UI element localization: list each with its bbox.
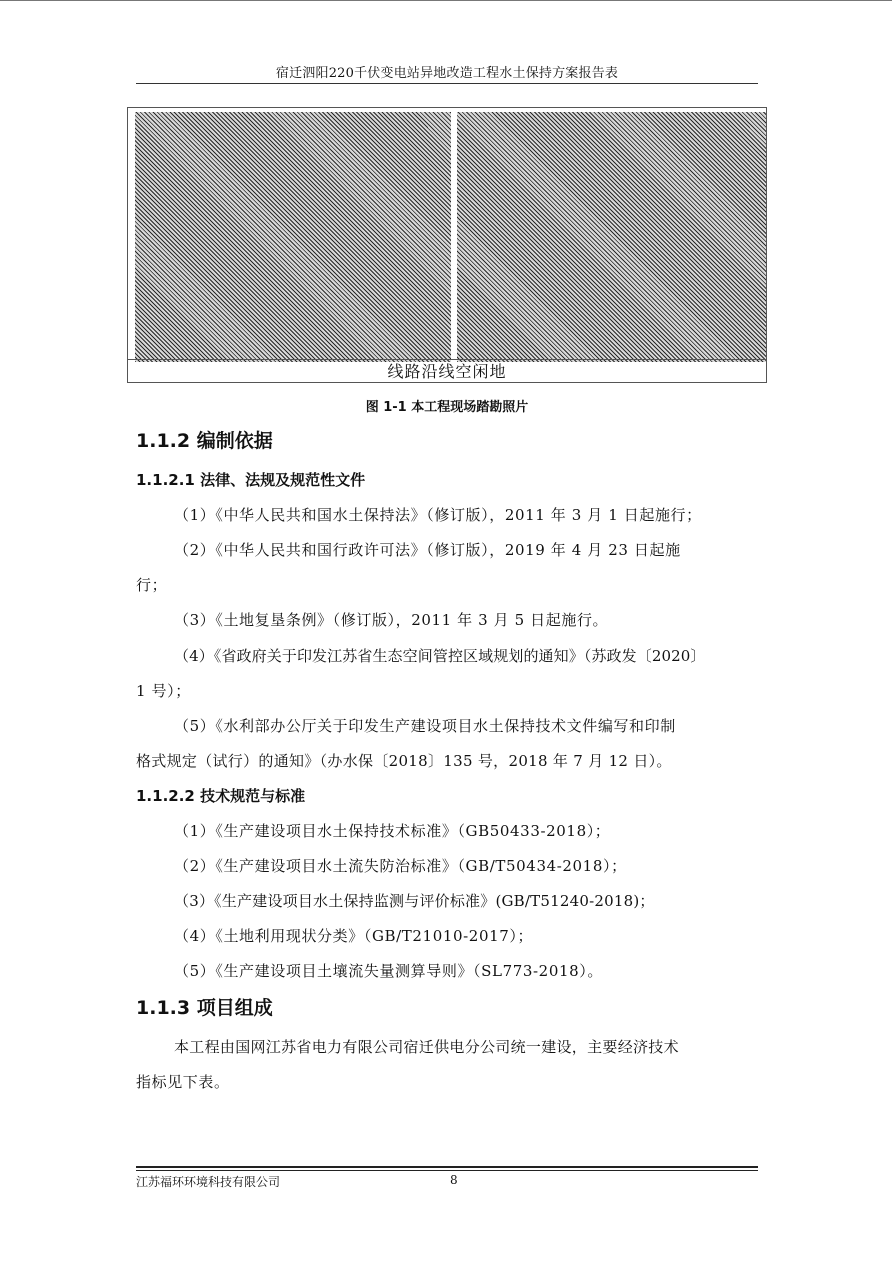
footer-rule (136, 1170, 758, 1171)
page-number: 8 (450, 1173, 458, 1187)
section-heading-1-1-3: 1.1.3 项目组成 (136, 997, 273, 1019)
law-item: （2）《中华人民共和国行政许可法》（修订版），2019 年 4 月 23 日起施 (174, 541, 681, 559)
standard-item: （3）《生产建设项目水土保持监测与评价标准》(GB/T51240-2018)； (174, 892, 655, 910)
law-item: （5）《水利部办公厅关于印发生产建设项目水土保持技术文件编写和印制 (174, 717, 676, 735)
standard-item: （2）《生产建设项目水土流失防治标准》（GB/T50434-2018）； (174, 857, 627, 875)
section-heading-1-1-2: 1.1.2 编制依据 (136, 430, 273, 452)
section-heading-1-1-2-1: 1.1.2.1 法律、法规及规范性文件 (136, 471, 366, 489)
law-item: （4）《省政府关于印发江苏省生态空间管控区域规划的通知》（苏政发〔2020〕 (174, 647, 706, 665)
site-photo-right (457, 112, 766, 362)
site-photo-left (135, 112, 451, 362)
body-paragraph-line: 指标见下表。 (136, 1073, 230, 1091)
law-item-continuation: 行； (136, 576, 168, 594)
law-item-continuation: 格式规定（试行）的通知》（办水保〔2018〕135 号，2018 年 7 月 12 日）。 (136, 752, 672, 770)
standard-item: （5）《生产建设项目土壤流失量测算导则》（SL773-2018）。 (174, 962, 603, 980)
standard-item: （1）《生产建设项目水土保持技术标准》（GB50433-2018）； (174, 822, 611, 840)
body-paragraph-line: 本工程由国网江苏省电力有限公司宿迁供电分公司统一建设，主要经济技术 (174, 1038, 679, 1056)
footer-company: 江苏福环环境科技有限公司 (136, 1175, 281, 1189)
standard-item: （4）《土地利用现状分类》（GB/T21010-2017）； (174, 927, 534, 945)
law-item: （1）《中华人民共和国水土保持法》（修订版），2011 年 3 月 1 日起施行； (174, 506, 702, 524)
photo-caption: 线路沿线空闲地 (387, 362, 507, 381)
law-item: （3）《土地复垦条例》（修订版），2011 年 3 月 5 日起施行。 (174, 611, 609, 629)
photo-caption-divider (128, 359, 766, 360)
page-header-title: 宿迁泗阳220千伏变电站异地改造工程水土保持方案报告表 (275, 66, 619, 81)
law-item-continuation: 1 号）； (136, 682, 191, 700)
site-photo-figure (127, 107, 767, 383)
footer-rule (136, 1166, 758, 1168)
page-top-border (0, 0, 892, 1)
figure-caption: 图 1-1 本工程现场踏勘照片 (365, 400, 529, 415)
section-heading-1-1-2-2: 1.1.2.2 技术规范与标准 (136, 787, 306, 805)
header-rule (136, 83, 758, 84)
